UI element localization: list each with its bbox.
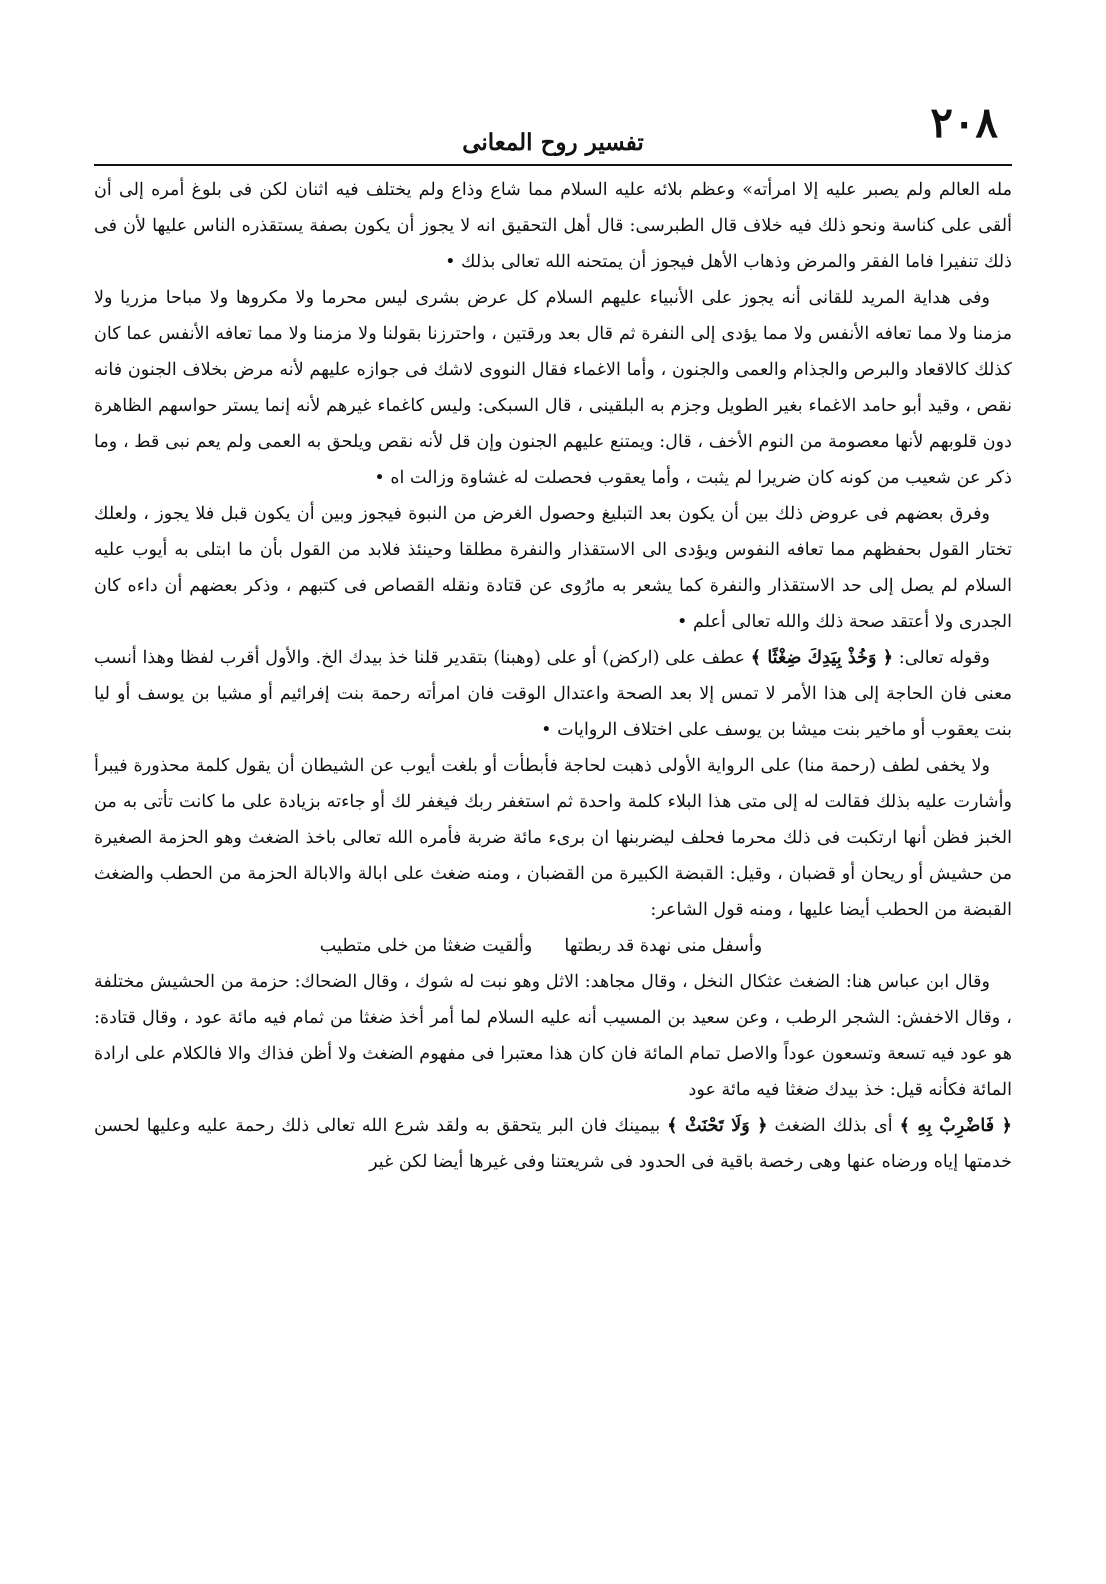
paragraph <box>94 1108 1012 1180</box>
quran-verse: ﴿ وَلَا تَحْنَثْ ﴾ <box>667 1115 768 1136</box>
paragraph <box>94 172 1012 280</box>
paragraph <box>94 964 1012 1108</box>
paragraph-text: أى بذلك الضغث <box>767 1116 900 1136</box>
running-title: تفسير روح المعانى <box>462 129 644 156</box>
paragraph-text: ولا يخفى لطف (رحمة منا) على الرواية الأولى ذهبت لحاجة فأبطأت أو بلغت أيوب عن الشيطان أن يقول كلمة محذورة فيبرأ وأشارت عليه بذلك فقالت له إلى متى هذا البلاء كلمة واحدة ثم استغفر ربك فيغفر لك أو جاءته بزيادة على ما كانت تأتى به من الخبز فظن أنها ارتكبت فى ذلك محرما فحلف ليضربنها ان برىء مائة ضربة فأمره الله تعالى باخذ الضغث وهو الحزمة الصغيرة من حشيش أو ريحان أو قضبان ، وقيل: القبضة الكبيرة من القضبان ، ومنه ضغث على ابالة والابالة الحزمة من الحطب والضغث القبضة من الحطب أيضا عليها ، ومنه قول الشاعر: <box>94 756 1012 920</box>
paragraph <box>94 748 1012 928</box>
paragraph-text: مله العالم ولم يصبر عليه إلا امرأته» وعظم بلائه عليه السلام مما شاع وذاع ولم يختلف فيه اثنان لكن فى بلوغ أمره إلى أن ألقى على كناسة ونحو ذلك فيه خلاف قال الطبرسى: قال أهل التحقيق انه لا يجوز أن يكون بصفة يستقذره الناس عليها لأن فى ذلك تنفيرا فاما الفقر والمرض وذهاب الأهل فيجوز أن يمتحنه الله تعالى بذلك • <box>94 180 1012 272</box>
body-text <box>94 172 1012 1180</box>
verse-second-hemistich: وألقيت ضغثا من خلى متطيب <box>319 936 533 956</box>
page-number: ٢٠٨ <box>930 98 998 147</box>
quran-verse: ﴿ فَاضْرِبْ بِهِ ﴾ <box>899 1115 1012 1136</box>
verse-first-hemistich: وأسفل منى نهدة قد ربطتها <box>564 936 763 956</box>
paragraph-text: وقال ابن عباس هنا: الضغث عثكال النخل ، وقال مجاهد: الاثل وهو نبت له شوك ، وقال الضحاك: حزمة من الحشيش مختلفة ، وقال الاخفش: الشجر الرطب ، وعن سعيد بن المسيب أنه عليه السلام لما أمر أخذ ضغثا من ثمام فيه مائة عود ، وقال قتادة: هو عود فيه تسعة وتسعون عوداً والاصل تمام المائة فان كان هذا معتبرا فى مفهوم الضغث ولا أظن فذاك والا فالكلام على ارادة المائة فكأنه قيل: خذ بيدك ضغثا فيه مائة عود <box>94 972 1012 1100</box>
paragraph <box>94 496 1012 640</box>
paragraph-text: وفرق بعضهم فى عروض ذلك بين أن يكون بعد التبليغ وحصول الغرض من النبوة فيجوز وبين أن يكون قبل فلا يجوز ، ولعلك تختار القول بحفظهم مما تعافه النفوس ويؤدى الى الاستقذار والنفرة مطلقا وحينئذ فلابد من القول بأن ما ابتلى به أيوب عليه السلام لم يصل إلى حد الاستقذار والنفرة كما يشعر به مارُوى عن قتادة ونقله القصاص فى كتبهم ، وذكر بعضهم أن داءه كان الجدرى ولا أعتقد صحة ذلك والله تعالى أعلم • <box>94 504 1012 632</box>
paragraph-text: وفى هداية المريد للقانى أنه يجوز على الأنبياء عليهم السلام كل عرض بشرى ليس محرما ولا مكروها ولا مباحا مزريا ولا مزمنا ولا مما تعافه الأنفس ولا مما يؤدى إلى النفرة ثم قال بعد ورقتين ، واحترزنا بقولنا ولا مزمنا ولا مما تعافه الأنفس عما كان كذلك كالاقعاد والبرص والجذام والعمى والجنون ، وأما الاغماء فقال النووى لاشك فى جوازه عليهم لأنه مرض بخلاف الجنون فانه نقص ، وقيد أبو حامد الاغماء بغير الطويل وجزم به البلقينى ، قال السبكى: وليس كاغماء غيرهم لأنه إنما يستر حواسهم الظاهرة دون قلوبهم لأنها معصومة من النوم الأخف ، قال: ويمتنع عليهم الجنون وإن قل لأنه نقص ويلحق به العمى ولم يعم نبى قط ، وما ذكر عن شعيب من كونه كان ضريرا لم يثبت ، وأما يعقوب فحصلت له غشاوة وزالت اه • <box>94 288 1012 488</box>
paragraph-text: عطف على (اركض) أو على (وهبنا) بتقدير قلنا خذ بيدك الخ. والأول أقرب لفظا وهذا أنسب معنى فان الحاجة إلى هذا الأمر لا تمس إلا بعد الصحة واعتدال الوقت فان امرأته رحمة بنت إفرائيم أو مشيا بن يوسف أو ليا بنت يعقوب أو ماخير بنت ميشا بن يوسف على اختلاف الروايات • <box>94 648 1012 740</box>
paragraph <box>94 280 1012 496</box>
paragraph-text: بيمينك فان البر يتحقق به ولقد شرع الله تعالى ذلك رحمة عليه وعليها لحسن خدمتها إياه ورضاه عنها وهى رخصة باقية فى الحدود فى شريعتنا وفى غيرها أيضا لكن غير <box>94 1116 1012 1172</box>
quran-verse: ﴿ وَخُذْ بِيَدِكَ ضِغْثًا ﴾ <box>750 647 894 668</box>
page-header <box>94 98 1012 156</box>
paragraph-lead: وقوله تعالى: <box>893 648 991 668</box>
header-rule <box>94 164 1012 166</box>
paragraph <box>94 640 1012 748</box>
poetry-verse <box>94 928 1012 964</box>
